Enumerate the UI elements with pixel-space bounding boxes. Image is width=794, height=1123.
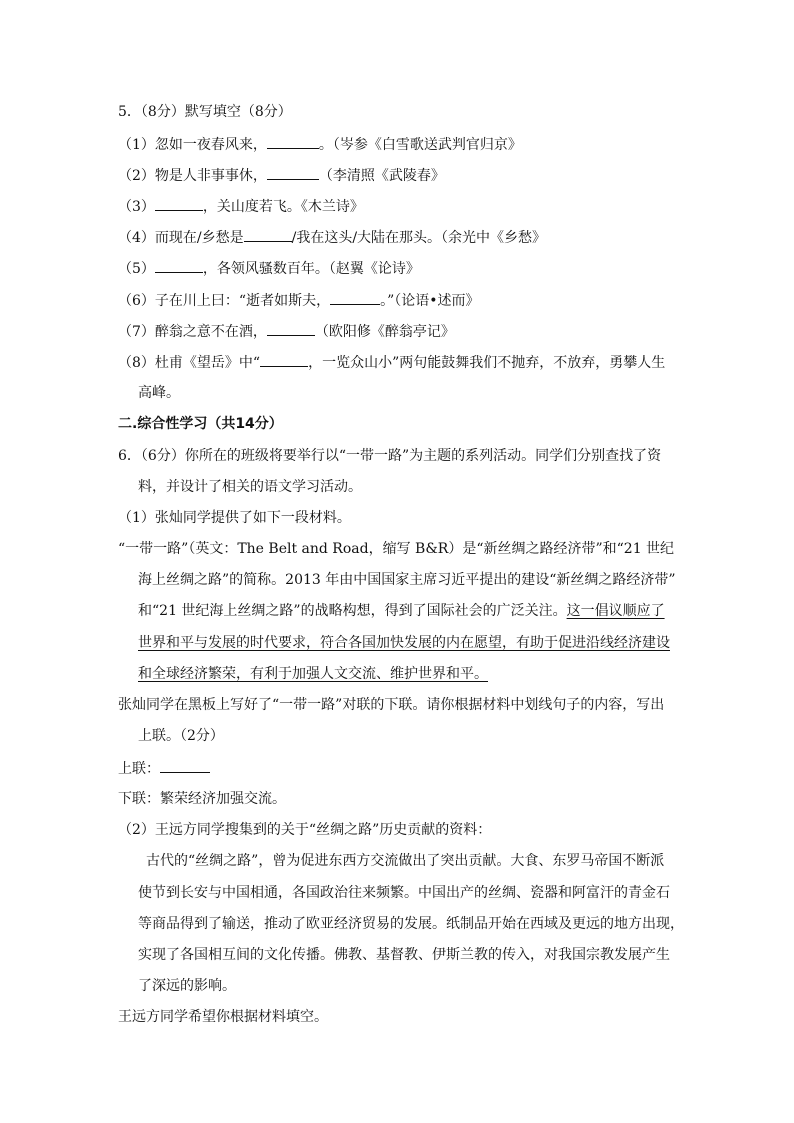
lower-couplet: 下联：繁荣经济加强交流。 xyxy=(118,791,286,807)
q5-item-5-pre: （5） xyxy=(118,261,155,277)
q6-material-3 xyxy=(138,601,665,621)
q5-item-6-pre: （6）子在川上曰：“逝者如斯夫， xyxy=(118,293,331,309)
q5-item-3-post: ，关山度若飞。《木兰诗》 xyxy=(202,199,364,215)
q6-p2-5: 了深远的影响。 xyxy=(138,978,236,994)
answer-blank[interactable] xyxy=(267,165,319,180)
answer-blank[interactable] xyxy=(330,290,380,305)
q6-material-1: “一带一路”（英文：The Belt and Road，缩写 B&R）是“新丝绸之路经济带”和“21 世纪 xyxy=(118,541,675,557)
q5-item-6-post: 。”（论语•述而》 xyxy=(380,293,480,309)
underlined-sentence: 这一倡议顺应了 xyxy=(566,603,665,619)
q5-item-4 xyxy=(118,227,546,247)
q5-item-2-pre: （2）物是人非事事休， xyxy=(118,168,267,184)
answer-blank[interactable] xyxy=(155,258,203,273)
q6-sub1: （1）张灿同学提供了如下一段材料。 xyxy=(118,510,351,526)
q5-item-4-post: /我在这头/大陆在那头。（余光中《乡愁》 xyxy=(291,230,547,246)
q5-item-5 xyxy=(118,258,420,278)
q5-item-7-post: （欧阳修《醉翁亭记》 xyxy=(314,324,455,340)
q5-item-8-cont: 高峰。 xyxy=(138,385,180,401)
q6-intro-2: 料，并设计了相关的语文学习活动。 xyxy=(138,479,362,495)
q6-closing: 王远方同学希望你根据材料填空。 xyxy=(118,1009,328,1025)
section-2-title: 二.综合性学习（共14分） xyxy=(118,416,283,432)
answer-blank[interactable] xyxy=(155,196,203,211)
q5-item-7-pre: （7）醉翁之意不在酒， xyxy=(118,324,267,340)
q5-item-6 xyxy=(118,290,480,310)
answer-blank[interactable] xyxy=(160,758,210,773)
q6-task-1: 张灿同学在黑板上写好了“一带一路”对联的下联。请你根据材料中划线句子的内容，写出 xyxy=(118,697,665,713)
upper-couplet-label: 上联： xyxy=(118,761,160,777)
answer-blank[interactable] xyxy=(244,227,292,242)
upper-couplet xyxy=(118,758,210,778)
q5-item-4-pre: （4）而现在/乡愁是 xyxy=(118,230,244,246)
q5-item-8-post: ，一览众山小”两句能鼓舞我们不抛弃，不放弃，勇攀人生 xyxy=(308,355,666,371)
q6-p2-2: 使节到长安与中国相通，各国政治往来频繁。中国出产的丝绸、瓷器和阿富汗的青金石 xyxy=(138,885,670,901)
q5-title: 5．（8分）默写填空（8分） xyxy=(118,104,292,120)
q5-item-5-post: ，各领风骚数百年。（赵翼《论诗》 xyxy=(202,261,420,277)
q5-item-1-pre: （1）忽如一夜春风来， xyxy=(118,137,267,153)
q5-item-3-pre: （3） xyxy=(118,199,155,215)
q6-sub2: （2）王远方同学搜集到的关于“丝绸之路”历史贡献的资料： xyxy=(118,822,492,838)
q6-p2-4: 实现了各国相互间的文化传播。佛教、基督教、伊斯兰教的传入，对我国宗教发展产生 xyxy=(138,947,670,963)
q5-item-8-pre: （8）杜甫《望岳》中“ xyxy=(118,355,261,371)
q5-item-3 xyxy=(118,196,364,216)
q6-material-3a: 和“21 世纪海上丝绸之路”的战略构想，得到了国际社会的广泛关注。 xyxy=(138,603,567,619)
q6-p2-3: 等商品得到了输送，推动了欧亚经济贸易的发展。纸制品开始在西域及更远的地方出现， xyxy=(138,916,684,932)
q6-task-2: 上联。（2分） xyxy=(138,728,224,744)
q5-item-1-post: 。（岑参《白雪歌送武判官归京》 xyxy=(318,137,522,153)
q5-item-8 xyxy=(118,352,665,372)
q6-material-2: 海上丝绸之路”的简称。2013 年由中国国家主席习近平提出的建设“新丝绸之路经济带” xyxy=(138,572,676,588)
q5-item-2-post: （李清照《武陵春》 xyxy=(318,168,445,184)
q6-material-5: 和全球经济繁荣，有利于加强人文交流、维护世界和平。 xyxy=(138,666,488,682)
q6-material-4: 世界和平与发展的时代要求，符合各国加快发展的内在愿望，有助于促进沿线经济建设 xyxy=(138,635,670,651)
q5-item-1 xyxy=(118,134,522,154)
q6-intro-1: 6．（6分）你所在的班级将要举行以“一带一路”为主题的系列活动。同学们分别查找了资 xyxy=(118,448,662,464)
answer-blank[interactable] xyxy=(267,321,315,336)
q6-p2-1: 古代的“丝绸之路”，曾为促进东西方交流做出了突出贡献。大食、东罗马帝国不断派 xyxy=(146,853,665,869)
q5-item-2 xyxy=(118,165,445,185)
q5-item-7 xyxy=(118,321,455,341)
answer-blank[interactable] xyxy=(260,352,308,367)
answer-blank[interactable] xyxy=(267,134,319,149)
